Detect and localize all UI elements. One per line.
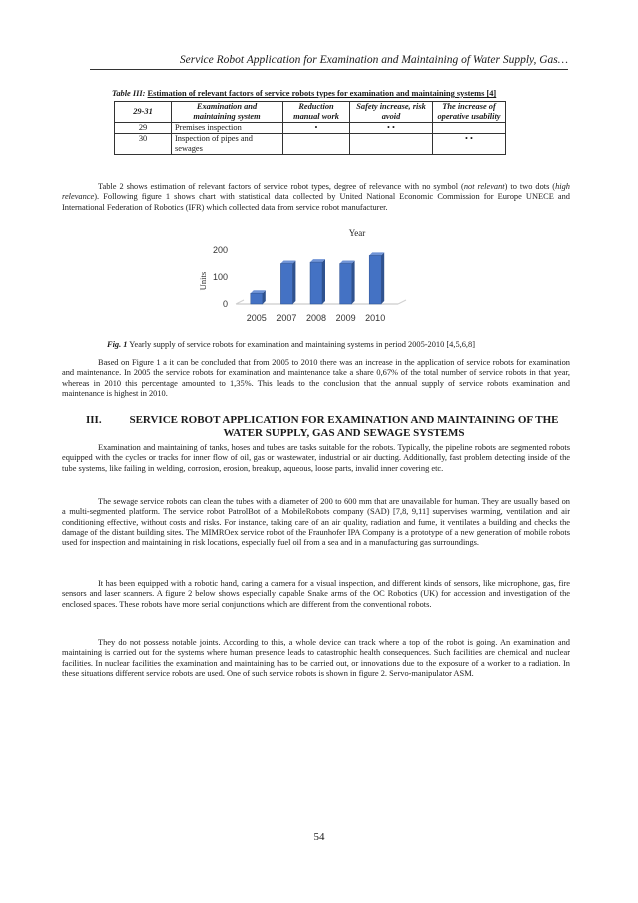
running-header: Service Robot Application for Examination and Maintaining of Water Supply, Gas… (90, 54, 568, 70)
table-header-row (115, 102, 506, 123)
y-tick-label: 100 (212, 272, 228, 282)
table-cell: • • (433, 134, 506, 155)
paragraph-sewage-robots: The sewage service robots can clean the tubes with a diameter of 200 to 600 mm that are unavailable for human. They are usually based on a multi-segmented platform. The service robot PatrolBot of a MobileRobots company (SAD) [7,8, 9,11] supervises warming, ventilation and air conditioning effective, without costs and risks. For instance, taking care of an air quality, radiation and fume, it ventilates a building and checks the damage of the distant building sites. The MIMROex service robot of the Fraunhofer IPA Company is a prototype of a new generation of mobile robots used for inspection and maintaining in risk locations, especially fuel oil from a sea and in a manufacturing gas surroundings. (62, 497, 570, 548)
table-header-cell: Examination and maintaining system (172, 102, 283, 123)
floor-edge (236, 300, 244, 304)
paragraph-robotic-hand: It has been equipped with a robotic hand, caring a camera for a visual inspection, and different kinds of sensors, like microphone, gas, fire sensors and laser scanners. A figure 2 below shows especially capable Snake arms of the OC Robotics (UK) for accession and investigation of the enclosed spaces. These robots have more serial conjunctions which are different from the conventional robots. (62, 579, 570, 609)
emphasis-text: not relevant (463, 182, 505, 191)
bar-side (292, 261, 295, 305)
table-cell: 30 (115, 134, 172, 155)
bar (280, 264, 292, 305)
table-cell (433, 123, 506, 134)
table-cell (283, 134, 350, 155)
table-row (115, 134, 506, 155)
x-tick-label: 2005 (246, 313, 267, 323)
paragraph-text: ). Following figure 1 shows chart with statistical data collected by United National Economic Commission for Europe UNECE and International Federation of Robotics (IFR) which collected data from service robot manufacturer. (62, 192, 570, 212)
table-cell: • • (350, 123, 433, 134)
y-tick-label: 0 (222, 299, 228, 309)
table-header-cell: Safety increase, risk avoid (350, 102, 433, 123)
paragraph-text: Table 2 shows estimation of relevant factors of service robot types, degree of relevance with no symbol ( (98, 182, 464, 191)
emphasis-text: high relevance (62, 182, 570, 202)
bar-side (381, 252, 384, 304)
y-tick-label: 200 (212, 245, 228, 255)
paragraph-text: ) to two dots ( (504, 182, 556, 191)
paragraph-table-explanation (62, 182, 570, 213)
bar (369, 255, 381, 304)
bar-side (322, 259, 325, 304)
figure-1-chart (190, 224, 410, 330)
table-label: Table III: (112, 89, 146, 98)
paragraph-nuclear-facilities: They do not possess notable joints. According to this, a whole device can track where a top of the robot is going. An examination and maintaining is carried out for the systems where human presence leads to catastrophic health consequences. Such facilities are chemical and nuclear facilities. In nuclear facilities the examination and maintaining has to be carried out, or innovations due to the exposure of a worker to a radiation. In these situations different service robots are used. One of such service robots is shown in figure 2. Servo-manipulator ASM. (62, 638, 570, 678)
x-tick-label: 2009 (335, 313, 356, 323)
relevance-table (114, 101, 506, 155)
chart-title: Year (348, 228, 366, 238)
figure-label: Fig. 1 (107, 340, 128, 349)
table-cell: Premises inspection (172, 123, 283, 134)
x-tick-label: 2008 (305, 313, 327, 323)
y-axis-label: Units (198, 271, 208, 291)
bar-side (352, 261, 355, 305)
table-header-cell: 29-31 (115, 102, 172, 123)
section-title: SERVICE ROBOT APPLICATION FOR EXAMINATION AND MAINTAINING OF THE WATER SUPPLY, GAS AND SEWAGE SYSTEMS (129, 414, 559, 439)
figure-caption-text: Yearly supply of service robots for examination and maintaining systems in period 2005-2010 [4,5,6,8] (129, 340, 476, 349)
table-cell: Inspection of pipes and sewages (172, 134, 283, 155)
table-cell (350, 134, 433, 155)
floor-edge (398, 300, 406, 304)
table-caption (112, 89, 582, 98)
page-number: 54 (313, 831, 325, 843)
table-cell: • (283, 123, 350, 134)
bar-chart (190, 224, 410, 330)
table-row (115, 123, 506, 134)
table-header-cell: The increase of operative usability (433, 102, 506, 123)
bar (310, 262, 322, 304)
bar (251, 293, 263, 304)
figure-caption (107, 340, 577, 349)
paragraph-figure-analysis: Based on Figure 1 a it can be concluded that from 2005 to 2010 there was an increase in the application of service robots for examination and maintenance. In 2005 the service robots for examination and maintenance take a share 0,67% of the total number of service robots in that year, whereas in 2010 this percentage amounted to 1,35%. This leads to the conclusion that the annual supply of service robots examination and maintenance is highest in 2010. (62, 358, 570, 398)
bar (340, 264, 352, 305)
x-tick-label: 2010 (365, 313, 386, 323)
paragraph-pipeline-robots: Examination and maintaining of tanks, hoses and tubes are tasks suitable for the robots. Typically, the pipeline robots are segmented robots equipped with the cycles or tracks for inner flow of oil, gas or wastewater, industrial or air ducting. Additionally, fast problem detecting inside of the tube systems, like failing in welding, corrosion, erosion, breakup, aqueous, loose parts, invalid inner covering etc. (62, 443, 570, 473)
table-title: Estimation of relevant factors of service robots types for examination and maintaining systems [4] (147, 89, 497, 98)
table-cell: 29 (115, 123, 172, 134)
section-number: III. (86, 414, 102, 426)
table-header-cell: Reduction manual work (283, 102, 350, 123)
x-tick-label: 2007 (276, 313, 297, 323)
